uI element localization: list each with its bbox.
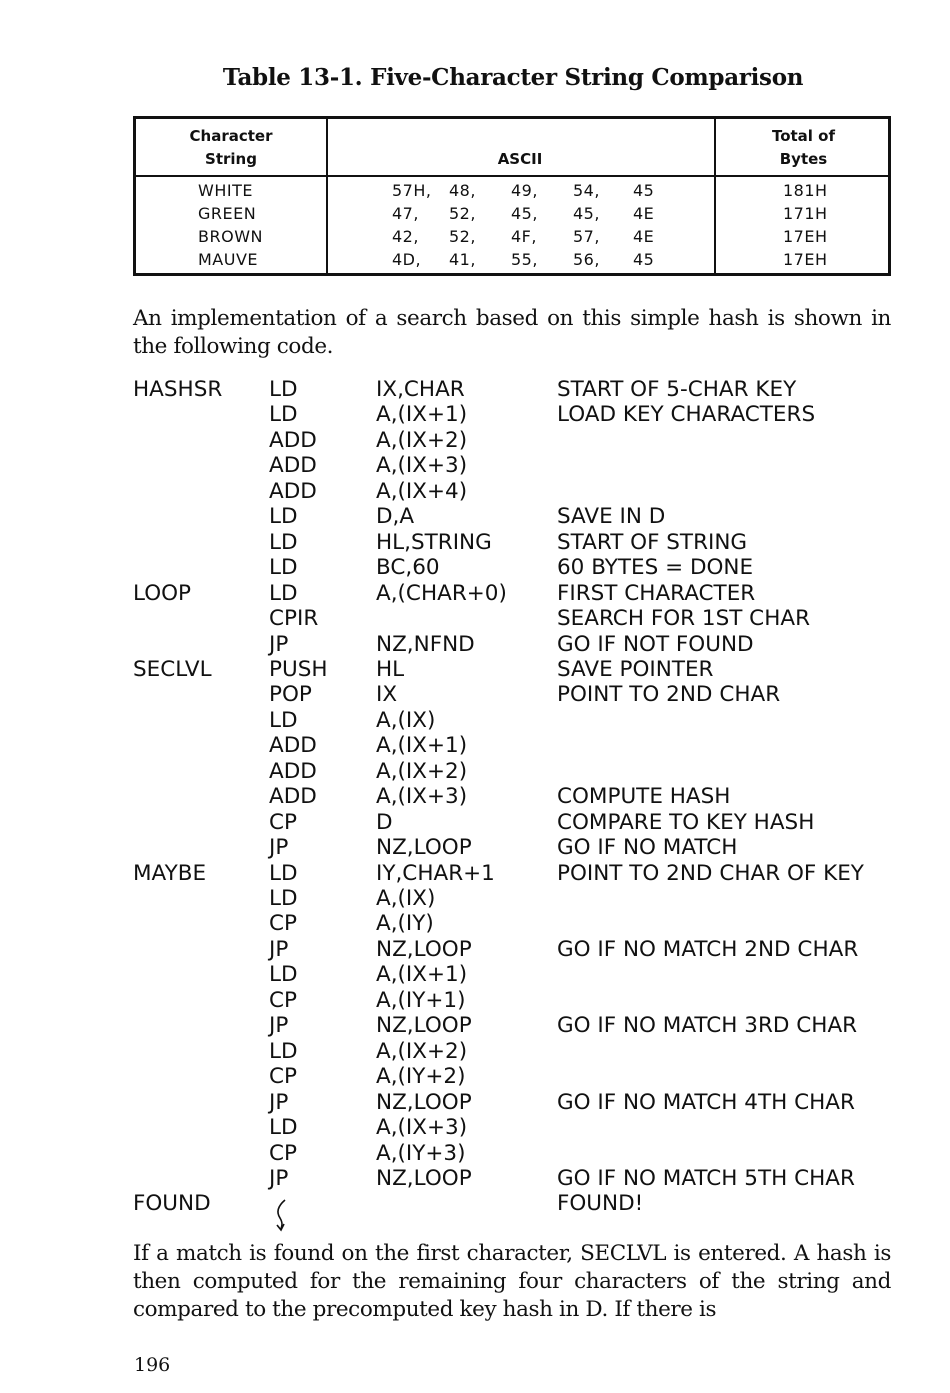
code-opcode: ADD	[269, 784, 317, 810]
row-total: 181H	[783, 181, 828, 200]
code-operand: HL,STRING	[376, 529, 492, 555]
code-opcode: JP	[269, 835, 289, 861]
row-ascii-value: 41,	[449, 250, 476, 269]
code-opcode: LD	[269, 555, 298, 581]
row-ascii-value: 52,	[449, 227, 476, 246]
string-comparison-table	[133, 116, 891, 276]
code-operand: IY,CHAR+1	[376, 860, 495, 886]
code-operand: IX,CHAR	[376, 377, 465, 402]
row-ascii-value: 56,	[573, 250, 600, 269]
row-ascii-value: 57,	[573, 227, 600, 246]
code-operand: A,(IX+2)	[376, 427, 468, 453]
arrow-squiggle-icon	[272, 1198, 294, 1236]
page-number: 196	[134, 1354, 171, 1376]
code-comment: COMPARE TO KEY HASH	[557, 809, 815, 835]
code-comment: GO IF NO MATCH 5TH CHAR	[557, 1165, 855, 1191]
code-opcode: LD	[269, 1115, 298, 1141]
code-label: HASHSR	[133, 377, 223, 402]
code-operand: A,(IY+1)	[376, 987, 466, 1013]
row-ascii-value: 45,	[573, 204, 600, 223]
code-operand: NZ,LOOP	[376, 936, 472, 962]
row-total: 17EH	[783, 250, 828, 269]
row-total: 171H	[783, 204, 828, 223]
row-ascii-value: 55,	[511, 250, 538, 269]
header-total-bytes: Total of Bytes	[771, 127, 836, 168]
code-label: MAYBE	[133, 860, 207, 886]
code-opcode: LD	[269, 504, 298, 530]
row-string: MAUVE	[198, 250, 259, 269]
follow-up-paragraph: If a match is found on the first character, SECLVL is entered. A hash is then computed for the remaining four characters of the string and compared to the precomputed key hash in D. If there is	[133, 1241, 891, 1322]
row-ascii-value: 42,	[392, 227, 419, 246]
code-operand: D	[376, 809, 393, 835]
row-ascii-value: 4E	[633, 204, 655, 223]
code-operand: NZ,LOOP	[376, 1013, 472, 1039]
code-comment: GO IF NO MATCH 4TH CHAR	[557, 1089, 855, 1115]
code-operand: A,(IX)	[376, 886, 436, 911]
code-operand: NZ,NFND	[376, 631, 475, 657]
code-operand: A,(IX+2)	[376, 758, 468, 784]
code-opcode: CP	[269, 1064, 297, 1090]
code-opcode: LD	[269, 402, 298, 428]
code-comment: SAVE IN D	[557, 504, 666, 530]
code-opcode: CP	[269, 987, 297, 1013]
code-opcode: POP	[269, 682, 312, 708]
column-divider	[326, 119, 328, 273]
code-comment: START OF 5-CHAR KEY	[557, 377, 797, 402]
code-operand: NZ,LOOP	[376, 1089, 472, 1115]
code-opcode: LD	[269, 707, 298, 733]
code-opcode: LD	[269, 1038, 298, 1064]
code-operand: A,(CHAR+0)	[376, 580, 507, 606]
header-ascii: ASCII	[497, 150, 543, 168]
code-comment: POINT TO 2ND CHAR	[557, 682, 781, 708]
code-operand: A,(IY+2)	[376, 1064, 466, 1090]
code-operand: NZ,LOOP	[376, 835, 472, 861]
code-operand: A,(IX+2)	[376, 1038, 468, 1064]
code-opcode: JP	[269, 1165, 289, 1191]
row-ascii-value: 45	[633, 181, 655, 200]
code-operand: IX	[376, 682, 398, 708]
code-comment: POINT TO 2ND CHAR OF KEY	[557, 860, 864, 886]
code-operand: NZ,LOOP	[376, 1165, 472, 1191]
code-operand: A,(IX+1)	[376, 402, 468, 428]
code-opcode: CPIR	[269, 606, 319, 632]
code-opcode: CP	[269, 1140, 297, 1166]
code-operand: A,(IX+1)	[376, 962, 468, 988]
intro-paragraph: An implementation of a search based on this simple hash is shown in the following code.	[133, 306, 891, 359]
row-ascii-value: 4D,	[392, 250, 422, 269]
row-ascii-value: 52,	[449, 204, 476, 223]
code-comment: FIRST CHARACTER	[557, 580, 756, 606]
code-opcode: ADD	[269, 453, 317, 479]
row-ascii-value: 48,	[449, 181, 476, 200]
row-ascii-value: 47,	[392, 204, 419, 223]
code-comment: SEARCH FOR 1ST CHAR	[557, 606, 811, 632]
code-comment: GO IF NO MATCH 3RD CHAR	[557, 1013, 858, 1039]
header-character-string: Character String	[189, 127, 273, 168]
code-operand: BC,60	[376, 555, 440, 581]
code-opcode: LD	[269, 529, 298, 555]
code-operand: A,(IY+3)	[376, 1140, 466, 1166]
code-comment: START OF STRING	[557, 529, 748, 555]
code-operand: HL	[376, 656, 405, 682]
code-comment: 60 BYTES = DONE	[557, 555, 754, 581]
row-total: 17EH	[783, 227, 828, 246]
code-operand: A,(IX)	[376, 707, 436, 733]
code-opcode: CP	[269, 809, 297, 835]
row-string: BROWN	[198, 227, 263, 246]
code-operand: A,(IX+3)	[376, 453, 468, 479]
code-comment: GO IF NO MATCH	[557, 835, 738, 861]
code-opcode: ADD	[269, 758, 317, 784]
row-ascii-value: 4E	[633, 227, 655, 246]
code-opcode: ADD	[269, 427, 317, 453]
code-operand: A,(IX+1)	[376, 733, 468, 759]
code-opcode: JP	[269, 1089, 289, 1115]
code-operand: D,A	[376, 504, 415, 530]
code-label: LOOP	[133, 580, 192, 606]
code-opcode: LD	[269, 962, 298, 988]
code-operand: A,(IX+3)	[376, 784, 468, 810]
code-opcode: ADD	[269, 733, 317, 759]
code-opcode: LD	[269, 377, 298, 402]
code-opcode: JP	[269, 1013, 289, 1039]
row-ascii-value: 49,	[511, 181, 538, 200]
code-comment: GO IF NO MATCH 2ND CHAR	[557, 936, 859, 962]
code-opcode: JP	[269, 631, 289, 657]
row-string: GREEN	[198, 204, 257, 223]
header-divider	[136, 175, 888, 177]
code-opcode: LD	[269, 886, 298, 911]
code-opcode: JP	[269, 936, 289, 962]
code-label: FOUND	[133, 1191, 211, 1217]
code-label: SECLVL	[133, 656, 212, 682]
code-opcode: LD	[269, 860, 298, 886]
code-opcode: ADD	[269, 478, 317, 504]
code-opcode: PUSH	[269, 656, 328, 682]
row-ascii-value: 57H,	[392, 181, 432, 200]
row-ascii-value: 4F,	[511, 227, 537, 246]
row-ascii-value: 54,	[573, 181, 600, 200]
code-operand: A,(IY)	[376, 911, 434, 937]
code-comment: SAVE POINTER	[557, 656, 714, 682]
code-comment: COMPUTE HASH	[557, 784, 731, 810]
row-ascii-value: 45,	[511, 204, 538, 223]
code-opcode: LD	[269, 580, 298, 606]
code-opcode: CP	[269, 911, 297, 937]
code-operand: A,(IX+3)	[376, 1115, 468, 1141]
code-operand: A,(IX+4)	[376, 478, 468, 504]
code-comment: FOUND!	[557, 1191, 644, 1217]
code-comment: LOAD KEY CHARACTERS	[557, 402, 816, 428]
code-comment: GO IF NOT FOUND	[557, 631, 754, 657]
row-ascii-value: 45	[633, 250, 655, 269]
row-string: WHITE	[198, 181, 253, 200]
table-caption: Table 13-1. Five-Character String Comparison	[222, 64, 804, 91]
